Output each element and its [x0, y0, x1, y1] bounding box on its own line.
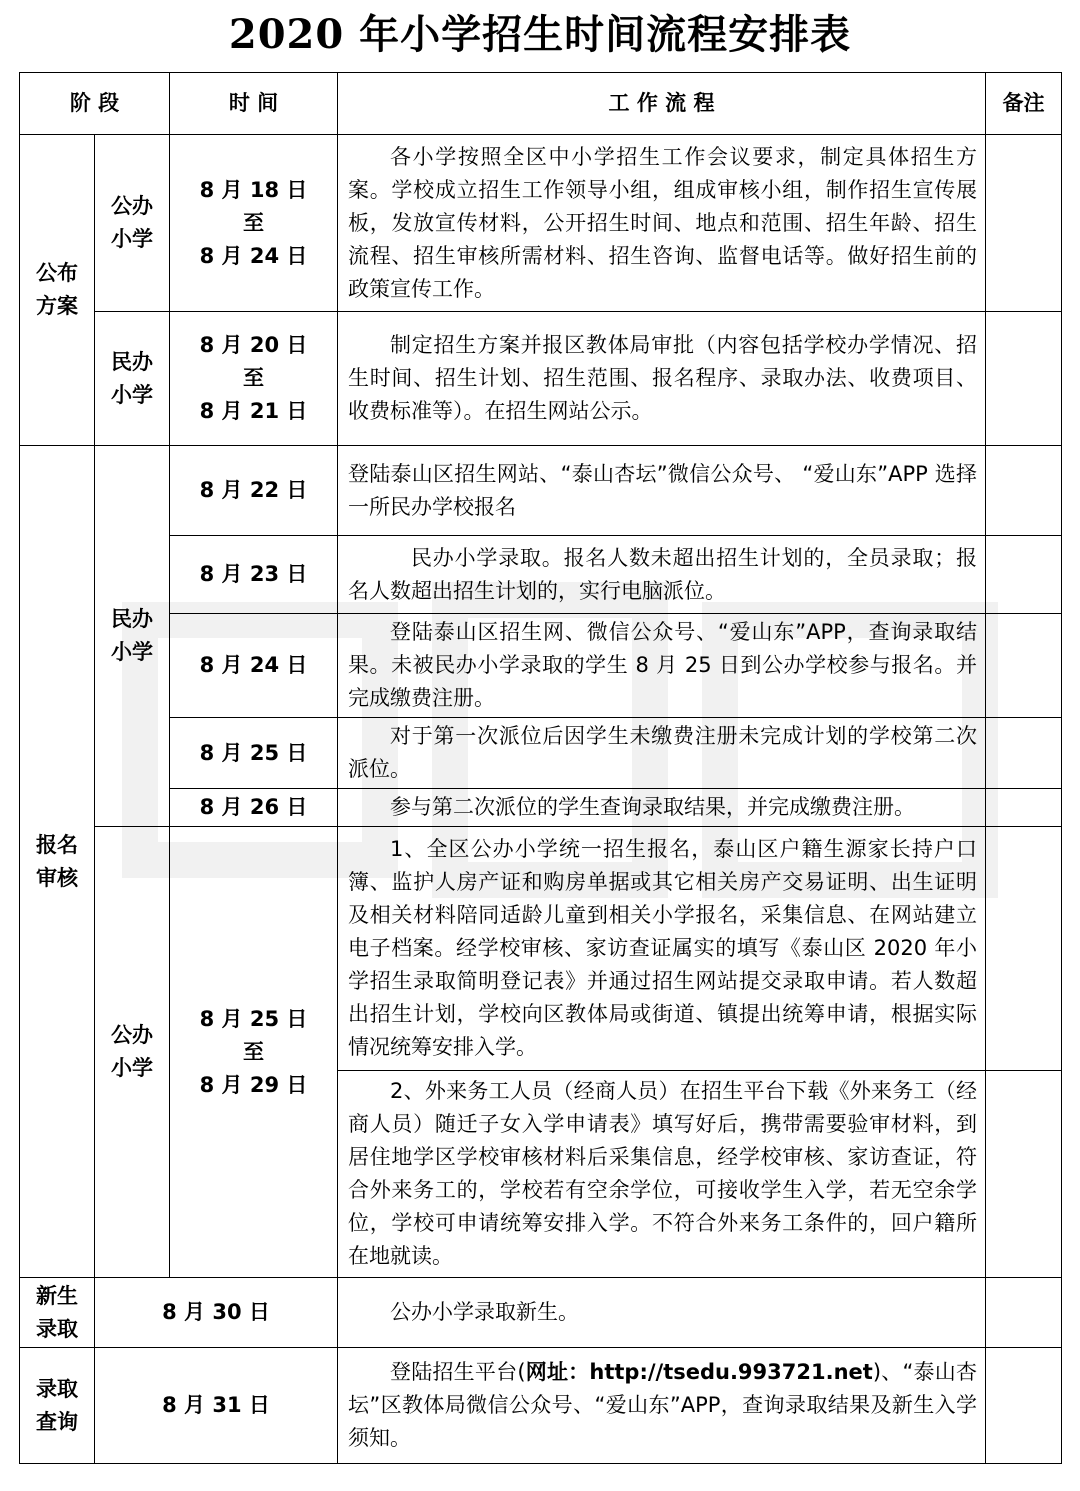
time-cell: 8 月 25 日 — [170, 718, 338, 789]
process-cell: 登陆泰山区招生网站、“泰山杏坛”微信公众号、 “爱山东”APP 选择一所民办学校报名 — [338, 446, 986, 536]
sub-public-school: 公办 小学 — [95, 827, 170, 1278]
note-cell — [986, 1348, 1062, 1464]
time-cell: 8 月 20 日 至 8 月 21 日 — [170, 312, 338, 446]
schedule-table — [19, 72, 1062, 1464]
stage-admission: 新生 录取 — [20, 1278, 95, 1348]
sub-public-school: 公办 小学 — [95, 135, 170, 312]
table-row — [20, 827, 1062, 1071]
process-cell — [338, 1348, 986, 1464]
table-row — [20, 1278, 1062, 1348]
table-row — [20, 614, 1062, 718]
query-text-pre: 登陆招生平台( — [390, 1360, 526, 1384]
process-cell: 民办小学录取。报名人数未超出招生计划的，全员录取；报名人数超出招生计划的，实行电脑派位。 — [338, 536, 986, 614]
time-cell: 8 月 30 日 — [95, 1278, 338, 1348]
process-cell: 1、全区公办小学统一招生报名，泰山区户籍生源家长持户口簿、监护人房产证和购房单据或其它相关房产交易证明、出生证明及相关材料陪同适龄儿童到相关小学报名，采集信息、在网站建立电子档案。经学校审核、家访查证属实的填写《泰山区 2020 年小学招生录取简明登记表》并通过招生网站提交录取申请。若人数超出招生计划，学校向区教体局或街道、镇提出统筹申请，根据实际情况统筹安排入学。 — [338, 827, 986, 1071]
document-title: 2020 年小学招生时间流程安排表 — [228, 11, 852, 58]
header-stage: 阶 段 — [20, 73, 170, 135]
note-cell — [986, 1071, 1062, 1278]
note-cell — [986, 718, 1062, 789]
note-cell — [986, 536, 1062, 614]
header-row — [20, 73, 1062, 135]
stage-query: 录取 查询 — [20, 1348, 95, 1464]
time-cell: 8 月 26 日 — [170, 789, 338, 827]
note-cell — [986, 312, 1062, 446]
table-row — [20, 135, 1062, 312]
table-row — [20, 1348, 1062, 1464]
table-row — [20, 312, 1062, 446]
sub-private-school: 民办 小学 — [95, 446, 170, 827]
process-cell: 登陆泰山区招生网、微信公众号、“爱山东”APP，查询录取结果。未被民办小学录取的学生 8 月 25 日到公办学校参与报名。并完成缴费注册。 — [338, 614, 986, 718]
time-cell: 8 月 25 日 至 8 月 29 日 — [170, 827, 338, 1278]
stage-registration: 报名 审核 — [20, 446, 95, 1278]
process-cell: 制定招生方案并报区教体局审批（内容包括学校办学情况、招生时间、招生计划、招生范围、报名程序、录取办法、收费项目、收费标准等）。在招生网站公示。 — [338, 312, 986, 446]
header-time: 时 间 — [170, 73, 338, 135]
note-cell — [986, 614, 1062, 718]
header-note: 备注 — [986, 73, 1062, 135]
sub-private-school: 民办 小学 — [95, 312, 170, 446]
note-cell — [986, 789, 1062, 827]
table-row — [20, 536, 1062, 614]
process-cell: 公办小学录取新生。 — [338, 1278, 986, 1348]
time-cell: 8 月 23 日 — [170, 536, 338, 614]
query-text-post: )、“泰山杏坛”区教体局微信公众号、“爱山东”APP，查询录取结果及新生入学须知。 — [348, 1360, 977, 1450]
note-cell — [986, 135, 1062, 312]
table-row — [20, 789, 1062, 827]
stage-announce: 公布 方案 — [20, 135, 95, 446]
time-cell: 8 月 18 日 至 8 月 24 日 — [170, 135, 338, 312]
header-process: 工 作 流 程 — [338, 73, 986, 135]
process-cell: 各小学按照全区中小学招生工作会议要求，制定具体招生方案。学校成立招生工作领导小组，组成审核小组，制作招生宣传展板，发放宣传材料，公开招生时间、地点和范围、招生年龄、招生流程、招生审核所需材料、招生咨询、监督电话等。做好招生前的政策宣传工作。 — [338, 135, 986, 312]
table-row — [20, 718, 1062, 789]
time-cell: 8 月 22 日 — [170, 446, 338, 536]
time-cell: 8 月 24 日 — [170, 614, 338, 718]
table-row — [20, 446, 1062, 536]
time-cell: 8 月 31 日 — [95, 1348, 338, 1464]
note-cell — [986, 1278, 1062, 1348]
website-url: 网址：http://tsedu.993721.net — [525, 1360, 873, 1384]
process-cell: 参与第二次派位的学生查询录取结果，并完成缴费注册。 — [338, 789, 986, 827]
process-cell: 2、外来务工人员（经商人员）在招生平台下载《外来务工（经商人员）随迁子女入学申请表》填写好后，携带需要验审材料，到居住地学区学校审核材料后采集信息，经学校审核、家访查证，符合外来务工的，学校若有空余学位，可接收学生入学，若无空余学位，学校可申请统筹安排入学。不符合外来务工条件的，回户籍所在地就读。 — [338, 1071, 986, 1278]
note-cell — [986, 446, 1062, 536]
note-cell — [986, 827, 1062, 1071]
process-cell: 对于第一次派位后因学生未缴费注册未完成计划的学校第二次派位。 — [338, 718, 986, 789]
